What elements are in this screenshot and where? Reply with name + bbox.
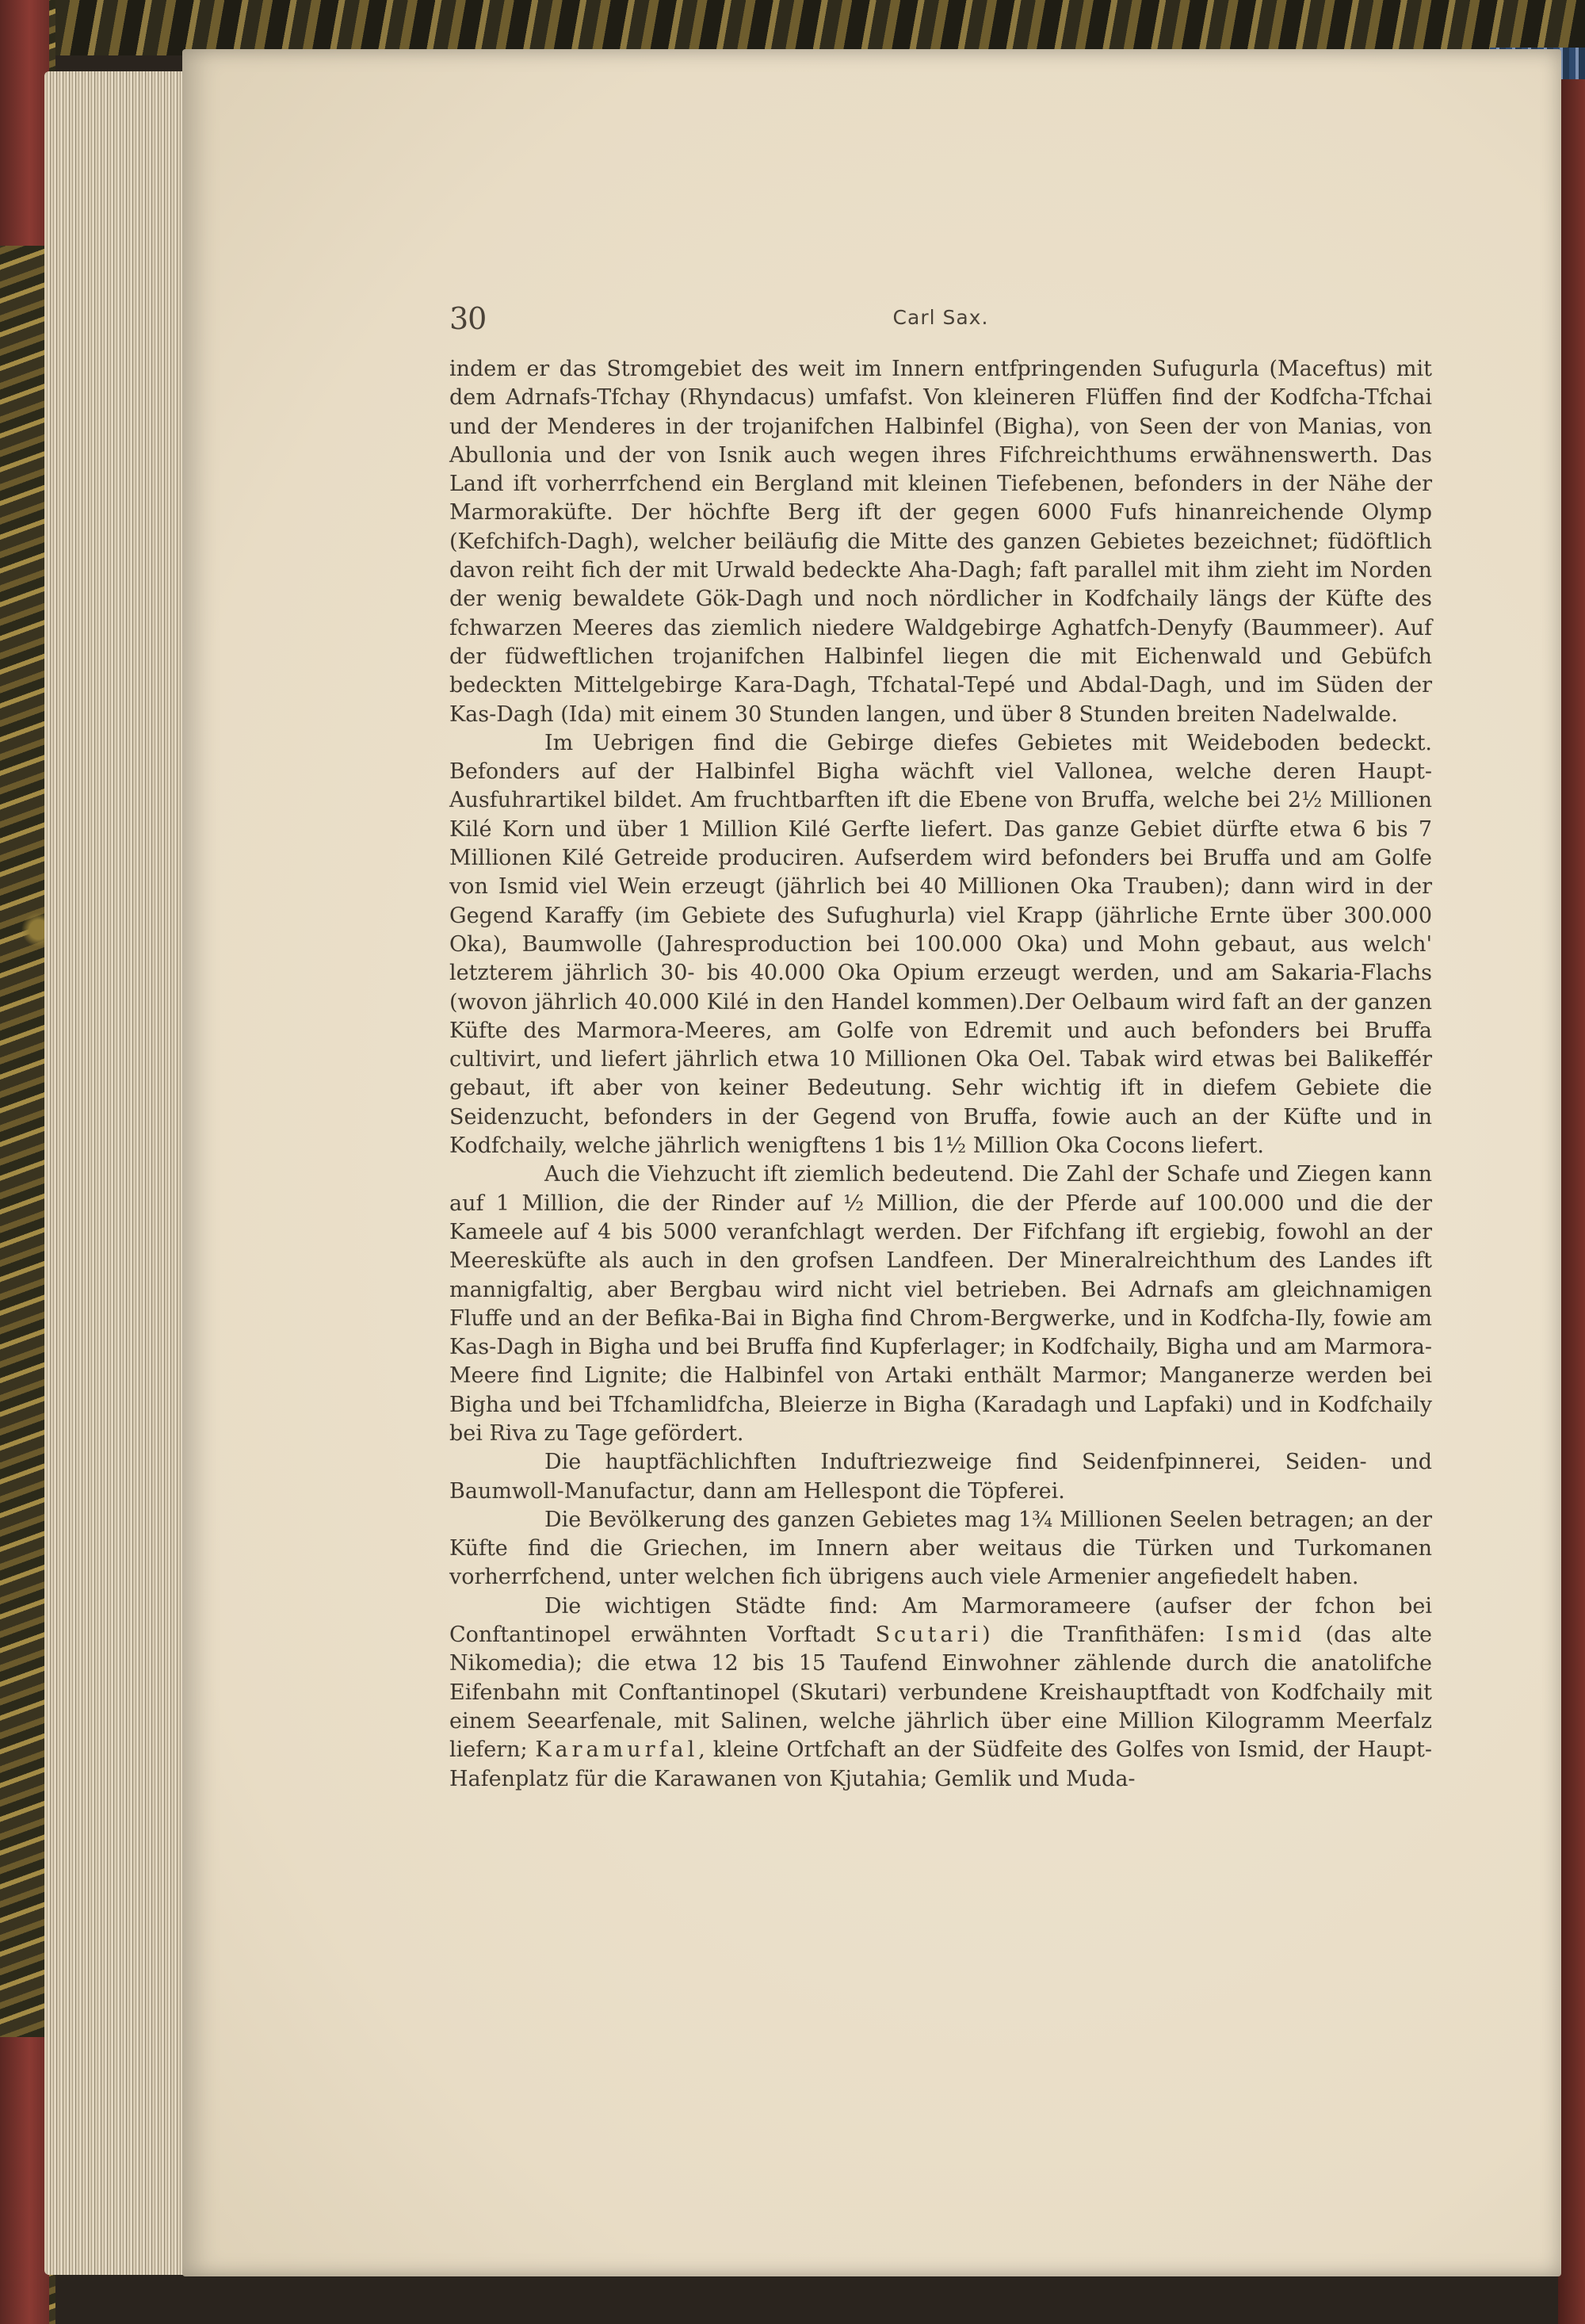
paragraph-1: indem er das Stromgebiet des weit im Innern entfpringenden Sufugurla (Maceftus) mit dem Adrnafs-Tfchay (Rhyndacus) umfafst. Von kleineren Flüffen find der Kodfcha-Tfchai und der Menderes in der trojanifchen Halbinfel (Bigha), von Seen der von Manias, von Abullonia und der von Isnik auch wegen ihres Fifchreichthums erwähnenswerth. Das Land ift vorherrfchend ein Bergland mit kleinen Tiefebenen, befonders in der Nähe der Marmoraküfte. Der höchfte Berg ift der gegen 6000 Fufs hinanreichende Olymp (Kefchifch-Dagh), welcher beiläufig die Mitte des ganzen Gebietes bezeichnet; füdöftlich davon reiht fich der mit Urwald bedeckte Aha-Dagh; faft parallel mit ihm zieht im Norden der wenig bewaldete Gök-Dagh und noch nördlicher in Kodfchaily längs der Küfte des fchwarzen Meeres das ziemlich niedere Waldgebirge Aghatfch-Denyfy (Baummeer). Auf der füdweftlichen trojanifchen Halbinfel liegen die mit Eichenwald und Gebüfch bedeckten Mittelgebirge Kara-Dagh, Tfchatal-Tepé und Abdal-Dagh, und im Süden der Kas-Dagh (Ida) mit einem 30 Stunden langen, und über 8 Stunden breiten Nadelwalde.: [449, 357, 1432, 727]
paragraph-5: Die Bevölkerung des ganzen Gebietes mag 1¾ Millionen Seelen betragen; an der Küfte find die Griechen, im Innern aber weitaus die Türken und Turkomanen vorherrfchend, unter welchen fich übrigens auch viele Armenier angefiedelt haben.: [449, 1507, 1432, 1590]
page-header: [449, 301, 1432, 341]
paragraph-2: Im Uebrigen find die Gebirge diefes Gebietes mit Weideboden bedeckt. Befonders auf der Halbinfel Bigha wächft viel Vallonea, welche deren Haupt-Ausfuhrartikel bildet. Am fruchtbarften ift die Ebene von Bruffa, welche bei 2½ Millionen Kilé Korn und über 1 Million Kilé Gerfte liefert. Das ganze Gebiet dürfte etwa 6 bis 7 Millionen Kilé Getreide produciren. Aufserdem wird befonders bei Bruffa und am Golfe von Ismid viel Wein erzeugt (jährlich bei 40 Millionen Oka Trauben); dann wird in der Gegend Karaffy (im Gebiete des Sufughurla) viel Krapp (jährliche Ernte über 300.000 Oka), Baumwolle (Jahresproduction bei 100.000 Oka) und Mohn gebaut, aus welch' letzterem jährlich 30- bis 40.000 Oka Opium erzeugt werden, und am Sakaria-Flachs (wovon jährlich 40.000 Kilé in den Handel kommen).Der Oelbaum wird faft an der ganzen Küfte des Marmora-Meeres, am Golfe von Edremit und auch befonders bei Bruffa cultivirt, und liefert jährlich etwa 10 Millionen Oka Oel. Tabak wird etwas bei Balikeffér gebaut, ift aber von keiner Bedeutung. Sehr wichtig ift in diefem Gebiete die Seidenzucht, befonders in der Gegend von Bruffa, fowie auch an der Küfte und in Kodfchaily, welche jährlich wenigftens 1 bis 1½ Million Oka Cocons liefert.: [449, 730, 1432, 1159]
paragraph-6-part-1: Die wichtigen Städte find: Am Marmorameere (aufser der fchon bei Conftantinopel erwähnten Vorftadt: [449, 1593, 1432, 1648]
place-karamursal: Karamurfal: [535, 1737, 699, 1763]
binding-corner-bottom: [0, 2037, 49, 2324]
paragraph-6: [449, 1592, 1432, 1794]
page-body: [449, 355, 1432, 1794]
place-ismid: Ismid: [1225, 1623, 1306, 1648]
paragraph-6-part-4: , kleine Ortfchaft an der Südfeite des Golfes von Ismid, der Haupt-Hafenplatz für die Karawanen von Kjutahia; Gemlik und Muda-: [449, 1737, 1432, 1791]
paragraph-4: Die hauptfächlichften Induftriezweige find Seidenfpinnerei, Seiden- und Baumwoll-Manufactur, dann am Hellespont die Töpferei.: [449, 1450, 1432, 1504]
binding-board-right: [1558, 63, 1585, 2324]
paragraph-3: Auch die Viehzucht ift ziemlich bedeutend. Die Zahl der Schafe und Ziegen kann auf 1 Million, die der Rinder auf ½ Million, die der Pferde auf 100.000 und die der Kameele auf 4 bis 5000 veranfchlagt werden. Der Fifchfang ift ergiebig, fowohl an der Meeresküfte als auch in den grofsen Landfeen. Der Mineralreichthum des Landes ift mannigfaltig, aber Bergbau wird nicht viel betrieben. Bei Adrnafs am gleichnamigen Fluffe und an der Befika-Bai in Bigha find Chrom-Bergwerke, und in Kodfcha-Ily, fowie am Kas-Dagh in Bigha und bei Bruffa find Kupferlager; in Kodfchaily, Bigha und am Marmora-Meere find Lignite; die Halbinfel von Artaki enthält Marmor; Manganerze werden bei Bigha und bei Tfchamlidfcha, Bleierze in Bigha (Karadagh und Lapfaki) und in Kodfchaily bei Riva zu Tage gefördert.: [449, 1162, 1432, 1446]
place-scutari: Scutari: [875, 1623, 983, 1648]
page-edges: [44, 71, 203, 2275]
paragraph-6-part-3: (das alte Nikomedia); die etwa 12 bis 15 Taufend Einwohner zählende durch die anatolifche Eifenbahn mit Conftantinopel (Skutari) verbundene Kreishauptftadt von Kodfchaily mit einem Seearfenale, mit Salinen, welche jährlich über eine Million Kilogramm Meerfalz liefern;: [449, 1623, 1432, 1763]
paragraph-6-part-2: ) die Tranfithäfen:: [982, 1623, 1206, 1648]
page-number: 30: [449, 301, 487, 336]
marbled-cover-top: [55, 0, 1585, 55]
running-head: Carl Sax.: [892, 306, 989, 329]
binding-corner-top: [0, 0, 49, 246]
